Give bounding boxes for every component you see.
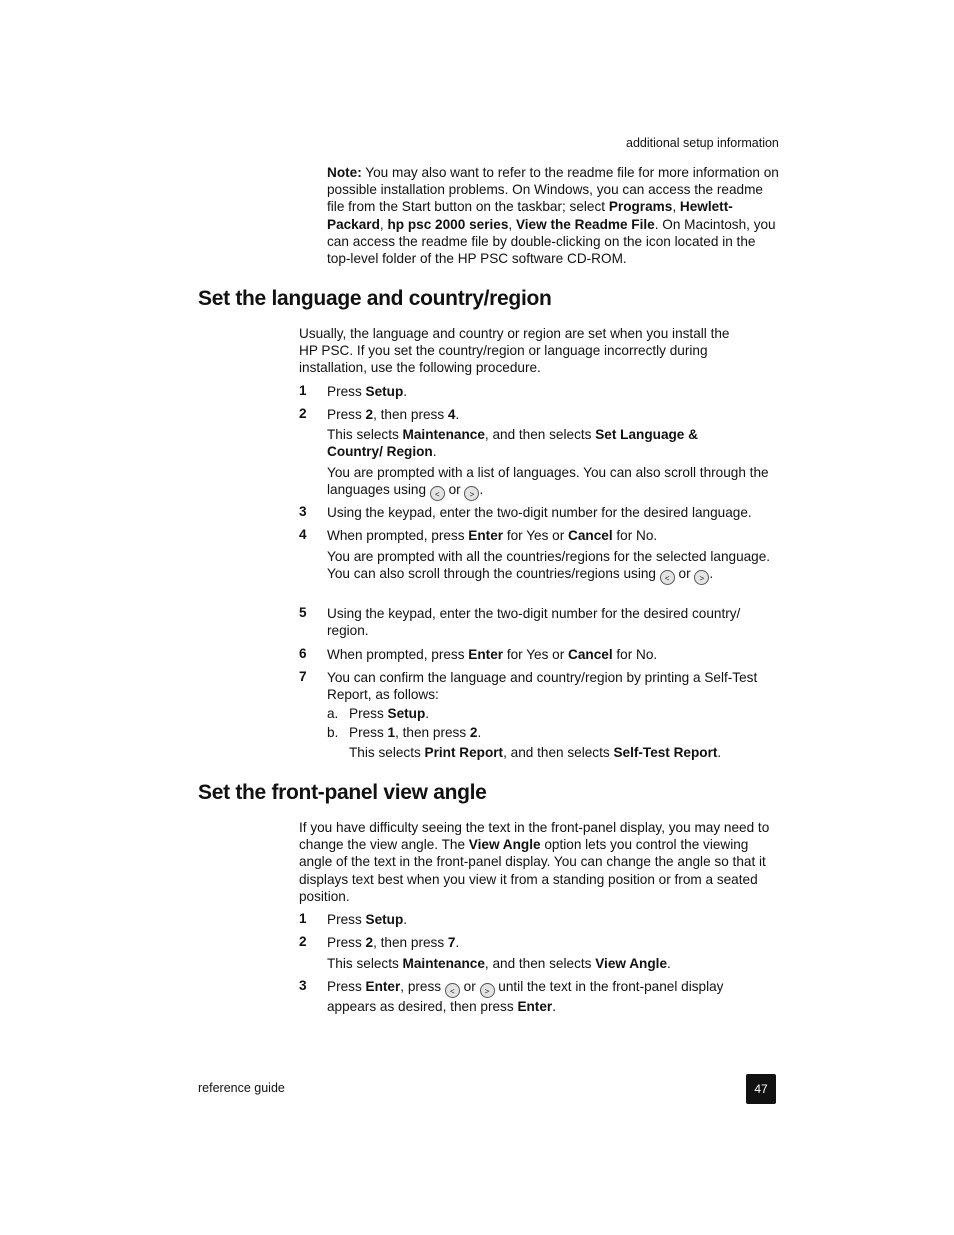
step-number: 4 (299, 527, 307, 542)
step-number: 2 (299, 934, 307, 949)
right-arrow-button-icon: > (480, 983, 495, 998)
substep-detail: This selects Print Report, and then selects Self-Test Report. (349, 745, 722, 760)
left-arrow-button-icon: < (660, 570, 675, 585)
step-text: Press 2, then press 7. (327, 935, 460, 950)
step-detail: This selects Maintenance, and then selects Set Language & Country/ Region. (327, 427, 698, 460)
right-arrow-button-icon: > (464, 486, 479, 501)
step-text: When prompted, press Enter for Yes or Cancel for No. (327, 647, 658, 662)
page-number-badge: 47 (746, 1074, 776, 1104)
right-arrow-button-icon: > (694, 570, 709, 585)
left-arrow-button-icon: < (430, 486, 445, 501)
substep-text: Press Setup. (349, 706, 430, 721)
step-number: 1 (299, 383, 307, 398)
note-label: Note: (327, 165, 362, 180)
step-detail: This selects Maintenance, and then selects View Angle. (327, 956, 671, 971)
step-text: Press Setup. (327, 384, 408, 399)
step-number: 3 (299, 978, 307, 993)
step-number: 2 (299, 406, 307, 421)
substep-letter: b. (327, 725, 339, 740)
running-header: additional setup information (626, 136, 779, 150)
left-arrow-button-icon: < (445, 983, 460, 998)
step-number: 6 (299, 646, 307, 661)
step-text: Press Enter, press < or > until the text in the front-panel display appears as desired, then press Enter. (327, 979, 724, 1014)
step-text: Press Setup. (327, 912, 408, 927)
step-text: Using the keypad, enter the two-digit number for the desired country/ region. (327, 606, 741, 639)
step-number: 7 (299, 669, 307, 684)
step-number: 5 (299, 605, 307, 620)
step-detail: You are prompted with all the countries/regions for the selected language. You can also scroll through the countries/regions using < or > . (327, 549, 771, 584)
view-angle-intro: If you have difficulty seeing the text in the front-panel display, you may need to change the view angle. The View Angle option lets you control the viewing angle of the text in the front-panel display. You can change the angle so that it displays text best when you view it from a standing position or from a seated position. (299, 820, 770, 904)
note-paragraph: Note: You may also want to refer to the readme file for more information on possible installation problems. On Windows, you can access the readme file from the Start button on the taskbar; select Programs, Hewlett-Packard, hp psc 2000 series, View the Readme File. On Macintosh, you can access the readme file by double-clicking on the icon located in the top-level folder of the HP PSC software CD-ROM. (327, 165, 779, 267)
language-intro: Usually, the language and country or region are set when you install the HP PSC. If you set the country/region or language incorrectly during installation, use the following procedure. (299, 326, 730, 376)
footer-guide-title: reference guide (198, 1081, 285, 1095)
step-number: 1 (299, 911, 307, 926)
step-text: When prompted, press Enter for Yes or Cancel for No. (327, 528, 658, 543)
section-title-view-angle: Set the front-panel view angle (198, 781, 487, 804)
substep-text: Press 1, then press 2. (349, 725, 482, 740)
step-detail: You are prompted with a list of languages. You can also scroll through the languages using < or > . (327, 465, 769, 500)
section-title-language: Set the language and country/region (198, 287, 552, 310)
step-text: Press 2, then press 4. (327, 407, 460, 422)
step-text: You can confirm the language and country/region by printing a Self-Test Report, as follows: (327, 670, 758, 703)
substep-letter: a. (327, 706, 339, 721)
step-number: 3 (299, 504, 307, 519)
step-text: Using the keypad, enter the two-digit number for the desired language. (327, 505, 752, 520)
